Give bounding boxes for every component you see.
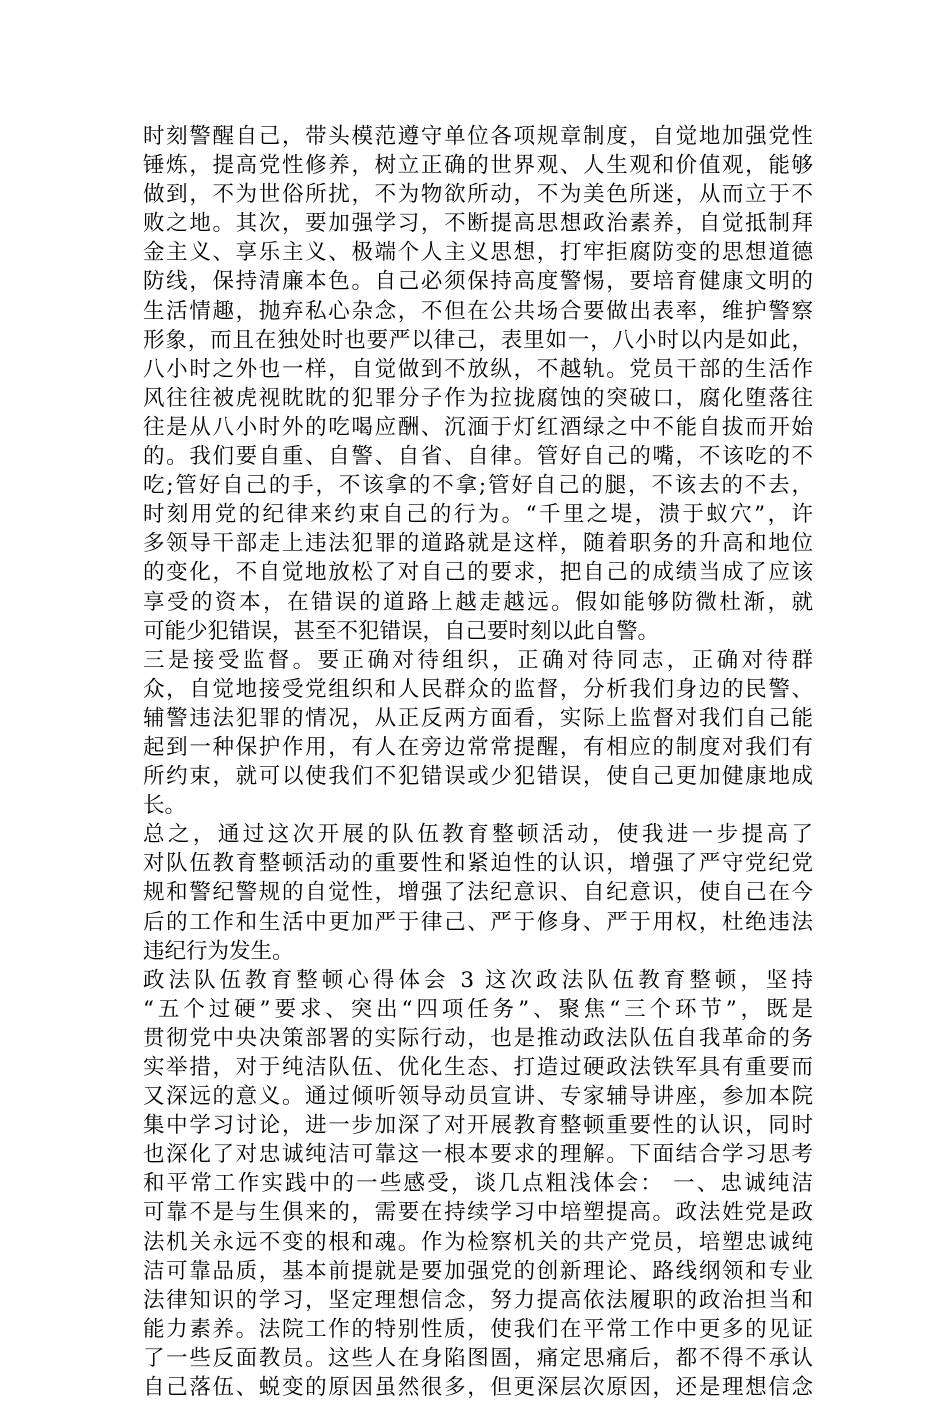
text-line: 往是从八小时外的吃喝应酬、沉湎于灯红酒绿之中不能自拔而开始 <box>143 414 813 440</box>
text-line: 生活情趣，抛弃私心杂念，不但在公共场合要做出表率，维护警察 <box>143 298 813 324</box>
text-line: 三是接受监督。要正确对待组织，正确对待同志，正确对待群 <box>143 647 813 673</box>
text-line: 时刻警醒自己，带头模范遵守单位各项规章制度，自觉地加强党性 <box>143 124 813 149</box>
document-body <box>143 122 813 1402</box>
text-line: 集中学习讨论，进一步加深了对开展教育整顿重要性的认识，同时 <box>143 1113 813 1139</box>
text-line: 法律知识的学习，坚定理想信念，努力提高依法履职的政治担当和 <box>143 1287 813 1313</box>
text-line: 风往往被虎视眈眈的犯罪分子作为拉拢腐蚀的突破口，腐化堕落往 <box>143 385 813 411</box>
text-line: 可能少犯错误，甚至不犯错误，自己要时刻以此自警。 <box>143 618 660 644</box>
text-line: 吃;管好自己的手，不该拿的不拿;管好自己的腿，不该去的不去， <box>143 473 813 499</box>
text-line: 八小时之外也一样，自觉做到不放纵，不越轨。党员干部的生活作 <box>143 356 813 382</box>
text-line: 防线，保持清廉本色。自己必须保持高度警惕，要培育健康文明的 <box>143 269 813 295</box>
text-line: 可靠不是与生俱来的，需要在持续学习中培塑提高。政法姓党是政 <box>143 1200 813 1226</box>
text-line: 享受的资本，在错误的道路上越走越远。假如能够防微杜渐，就 <box>143 589 813 615</box>
text-line: 政法队伍教育整顿心得体会 3 这次政法队伍教育整顿，坚持 <box>143 967 813 993</box>
text-line: 多领导干部走上违法犯罪的道路就是这样，随着职务的升高和地位 <box>143 531 813 557</box>
text-line: 又深远的意义。通过倾听领导动员宣讲、专家辅导讲座，参加本院 <box>143 1084 813 1110</box>
text-line: 时刻用党的纪律来约束自己的行为。“千里之堤，溃于蚁穴”，许 <box>143 502 813 528</box>
text-line: 形象，而且在独处时也要严以律己，表里如一，八小时以内是如此， <box>143 327 813 353</box>
text-line: 辅警违法犯罪的情况，从正反两方面看，实际上监督对我们自己能 <box>143 705 813 731</box>
text-line: 能力素养。法院工作的特别性质，使我们在平常工作中更多的见证 <box>143 1316 813 1342</box>
text-line: 对队伍教育整顿活动的重要性和紧迫性的认识，增强了严守党纪党 <box>143 851 813 877</box>
text-line: 总之，通过这次开展的队伍教育整顿活动，使我进一步提高了 <box>143 822 813 848</box>
text-line: 自己落伍、蜕变的原因虽然很多，但更深层次原因，还是理想信念 <box>143 1375 813 1401</box>
text-line: 法机关永远不变的根和魂。作为检察机关的共产党员，培塑忠诚纯 <box>143 1229 813 1255</box>
text-line: 洁可靠品质，基本前提就是要加强党的创新理论、路线纲领和专业 <box>143 1258 813 1284</box>
text-line: 长。 <box>143 793 187 819</box>
text-line: “五个过硬”要求、突出“四项任务”、聚焦“三个环节”，既是 <box>143 996 813 1022</box>
text-line: 的变化，不自觉地放松了对自己的要求，把自己的成绩当成了应该 <box>143 560 813 586</box>
text-line: 规和警纪警规的自觉性，增强了法纪意识、自纪意识，使自己在今 <box>143 880 813 906</box>
text-line: 众，自觉地接受党组织和人民群众的监督，分析我们身边的民警、 <box>143 676 813 702</box>
text-line: 贯彻党中央决策部署的实际行动，也是推动政法队伍自我革命的务 <box>143 1025 813 1051</box>
text-line: 实举措，对于纯洁队伍、优化生态、打造过硬政法铁军具有重要而 <box>143 1055 813 1080</box>
text-line: 金主义、享乐主义、极端个人主义思想，打牢拒腐防变的思想道德 <box>143 240 813 266</box>
text-line: 起到一种保护作用，有人在旁边常常提醒，有相应的制度对我们有 <box>143 734 813 760</box>
text-line: 违纪行为发生。 <box>143 938 294 964</box>
text-line: 败之地。其次，要加强学习，不断提高思想政治素养，自觉抵制拜 <box>143 211 813 237</box>
text-line: 了一些反面教员。这些人在身陷图圄，痛定思痛后，都不得不承认 <box>143 1345 813 1371</box>
text-line: 和平常工作实践中的一些感受，谈几点粗浅体会： 一、忠诚纯洁 <box>143 1171 813 1197</box>
text-line: 锤炼，提高党性修养，树立正确的世界观、人生观和价值观，能够 <box>143 153 813 179</box>
text-line: 所约束，就可以使我们不犯错误或少犯错误，使自己更加健康地成 <box>143 764 813 790</box>
text-line: 的。我们要自重、自警、自省、自律。管好自己的嘴，不该吃的不 <box>143 444 813 470</box>
text-line: 也深化了对忠诚纯洁可靠这一根本要求的理解。下面结合学习思考 <box>143 1142 813 1168</box>
text-line: 做到，不为世俗所扰，不为物欲所动，不为美色所迷，从而立于不 <box>143 182 813 208</box>
text-line: 后的工作和生活中更加严于律己、严于修身、严于用权，杜绝违法 <box>143 909 813 935</box>
